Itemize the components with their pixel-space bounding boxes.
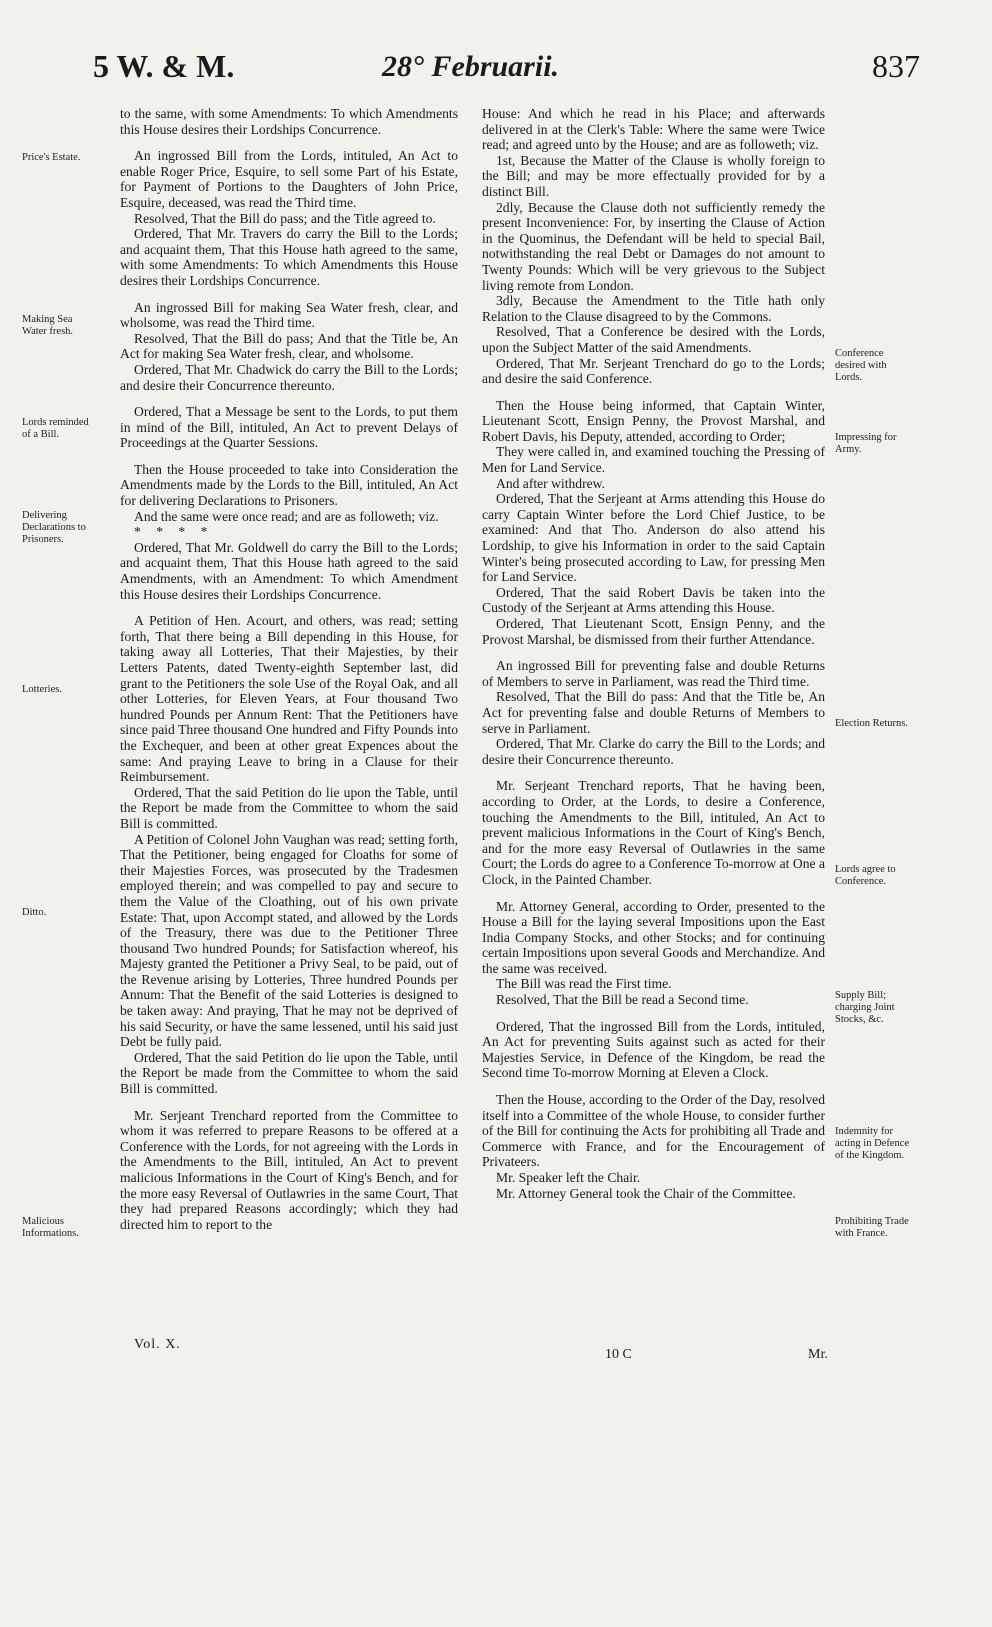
paragraph: A Petition of Hen. Acourt, and others, was read; setting forth, That there being a Bill depending in this House, for taking away all Lotteries, That their Majesties, by their Letters Patents, dated Twenty-eighth September last, did grant to the Petitioners the sole Use of the Royal Oak, and all other Lotteries, for Eleven Years, at Four thousand Two hundred Pounds per Annum Rent: That the Petitioners have since paid Three thousand One hundred and Fifty Pounds into the Exchequer, and been at other great Expences about the same: And praying Leave to bring in a Clause for their Reimbursement. xyxy=(120,613,458,785)
margin-note-conference-desired: Conference desired with Lords. xyxy=(835,348,887,383)
paragraph: And after withdrew. xyxy=(496,475,605,491)
paragraph: Ordered, That Lieutenant Scott, Ensign Penny, and the Provost Marshal, be dismissed from their further Attendance. xyxy=(482,616,825,647)
paragraph: Resolved, That a Conference be desired with the Lords, upon the Subject Matter of the said Amendments. xyxy=(482,324,825,355)
paragraph: Then the House proceeded to take into Consideration the Amendments made by the Lords to the Bill, intituled, An Act for delivering Declarations to Prisoners. xyxy=(120,461,458,509)
page-header xyxy=(0,48,992,98)
margin-note-supply-bill: Supply Bill; charging Joint Stocks, &c. xyxy=(835,990,895,1025)
margin-note-sea-water: Making Sea Water fresh. xyxy=(22,314,74,337)
paragraph: Mr. Attorney General took the Chair of the Committee. xyxy=(496,1185,796,1201)
left-column xyxy=(120,106,458,1232)
right-column xyxy=(482,106,825,1201)
paragraph: An ingrossed Bill for making Sea Water fresh, clear, and wholsome, was read the Third time. xyxy=(120,299,458,331)
paragraph: Ordered, That Mr. Goldwell do carry the Bill to the Lords; and acquaint them, That this House hath agreed to the said Amendments, with an Amendment: To which Amendment this House desires their Lordships Concurrence. xyxy=(120,539,458,602)
paragraph: The Bill was read the First time. xyxy=(496,976,672,992)
paragraph: Ordered, That a Message be sent to the Lords, to put them in mind of the Bill, intituled, An Act to prevent Delays of Proceedings at the Quarter Sessions. xyxy=(120,404,458,451)
paragraph: Ordered, That the said Petition do lie upon the Table, until the Report be made from the Committee to whom the said Bill is committed. xyxy=(120,1049,458,1097)
paragraph: They were called in, and examined touching the Pressing of Men for Land Service. xyxy=(482,444,825,476)
margin-note-lords-agree: Lords agree to Conference. xyxy=(835,864,896,887)
paragraph: 1st, Because the Matter of the Clause is wholly foreign to the Bill; and may be more effectually provided for by a distinct Bill. xyxy=(482,152,825,199)
paragraph: to the same, with some Amendments: To which Amendments this House desires their Lordships Concurrence. xyxy=(120,106,458,137)
margin-note-delivering-declarations: Delivering Declarations to Prisoners. xyxy=(22,510,86,545)
paragraph: And the same were once read; and are as followeth; viz. xyxy=(134,508,439,524)
paragraph: Mr. Speaker left the Chair. xyxy=(496,1170,641,1185)
paragraph: Ordered, That the said Robert Davis be taken into the Custody of the Serjeant at Arms attending this House. xyxy=(482,584,825,616)
paragraph: Ordered, That Mr. Clarke do carry the Bill to the Lords; and desire their Concurrence thereunto. xyxy=(482,736,825,767)
paragraph: An ingrossed Bill from the Lords, intituled, An Act to enable Roger Price, Esquire, to sell some Part of his Estate, for Payment of Portions to the Daughters of John Price, Esquire, deceased, was read the Third time. xyxy=(120,148,458,210)
paragraph: Resolved, That the Bill do pass; and the Title agreed to. xyxy=(134,210,436,226)
paragraph: 2dly, Because the Clause doth not sufficiently remedy the present Inconvenience: For, by inserting the Clause of Action in the Quominus, the Defendant will be held to special Bail, notwithstanding the real Debt or Damages do not amount to Twenty Pounds: Which will be very grievous to the Subject living remote from London. xyxy=(482,199,825,293)
paragraph: Mr. Serjeant Trenchard reported from the Committee to whom it was referred to prepare Reasons to be offered at a Conference with the Lords, for not agreeing with the Lords in the Amendments to the Bill, intituled, An Act to prevent malicious Informations in the Court of King's Bench, and for the more easy Reversal of Outlawries in the same Court, That they had prepared Reasons accordingly; which they had directed him to report to the xyxy=(120,1107,458,1232)
margin-note-lotteries: Lotteries. xyxy=(22,684,62,695)
paragraph: Then the House being informed, that Captain Winter, Lieutenant Scott, Ensign Penny, the Provost Marshal, and Robert Davis, his Deputy, attended, according to Order; xyxy=(482,397,825,444)
paragraph: Ordered, That the Serjeant at Arms attending this House do carry Captain Winter before the Lord Chief Justice, to be examined: And that Tho. Anderson do also attend his Lordship, to give his Information in order to the said Captain Winter's being prosecuted according to Law, for pressing Men for Land Service. xyxy=(482,491,825,585)
regnal-year: 5 W. & M. xyxy=(93,48,235,84)
volume-label: Vol. X. xyxy=(134,1337,181,1352)
omission-stars: * * * * xyxy=(134,524,214,540)
paragraph: An ingrossed Bill for preventing false and double Returns of Members to serve in Parliament, was read the Third time. xyxy=(482,658,825,689)
margin-note-malicious-informations: Malicious Informations. xyxy=(22,1216,79,1239)
paragraph: Resolved, That the Bill do pass; And that the Title be, An Act for making Sea Water fresh, clear, and wholsome. xyxy=(120,330,458,362)
margin-note-lords-reminded: Lords reminded of a Bill. xyxy=(22,417,89,440)
paragraph: Ordered, That the ingrossed Bill from the Lords, intituled, An Act for preventing Suits against such as acted for their Majesties Service, in Defence of the Kingdom, be read the Second time To-morrow Morning at Eleven a Clock. xyxy=(482,1018,825,1081)
paragraph: Mr. Serjeant Trenchard reports, That he having been, according to Order, at the Lords, to desire a Conference, touching the Amendments to the Bill, intituled, An Act to prevent malicious Informations in the Court of King's Bench, and for the more easy Reversal of Outlawries in the same Court; the Lords do agree to a Conference To-morrow at One a Clock, in the Painted Chamber. xyxy=(482,778,825,887)
paragraph: Ordered, That Mr. Chadwick do carry the Bill to the Lords; and desire their Concurrence thereunto. xyxy=(120,361,458,393)
paragraph: Resolved, That the Bill do pass: And that the Title be, An Act for preventing false and double Returns of Members to serve in Parliament. xyxy=(482,689,825,736)
margin-note-ditto: Ditto. xyxy=(22,907,47,918)
margin-note-impressing-army: Impressing for Army. xyxy=(835,432,897,455)
paragraph: Resolved, That the Bill be read a Second time. xyxy=(496,992,749,1008)
catchword: Mr. xyxy=(808,1347,828,1362)
paragraph: Mr. Attorney General, according to Order, presented to the House a Bill for the laying several Impositions upon the East India Company Stocks, and other Stocks; and for continuing certain Impositions upon several Goods and Merchandize. And the same was received. xyxy=(482,898,825,976)
paragraph: A Petition of Colonel John Vaughan was read; setting forth, That the Petitioner, being engaged for Cloaths for some of their Majesties Forces, was prosecuted by the Tradesmen employed therein; and was compelled to pay and secure to them the Value of the Cloathing, out of his own private Estate: That, upon Accompt stated, and allowed by the Lords of the Treasury, there was due to the Petitioner Three thousand Two hundred Pounds; for Satisfaction whereof, his Majesty granted the Petitioner a Privy Seal, to be paid, out of the Revenue arising by Lotteries, Three hundred Pounds per Annum: That the Benefit of the said Lotteries is designed to be taken away: And praying, That he may not be deprived of his said Security, or have the same lessened, until his said just Debt be fully paid. xyxy=(120,831,458,1050)
paragraph: Ordered, That Mr. Travers do carry the Bill to the Lords; and acquaint them, That this House hath agreed to the same, with some Amendments: To which Amendments this House desires their Lordships Concurrence. xyxy=(120,226,458,288)
paragraph: Then the House, according to the Order of the Day, resolved itself into a Committee of the whole House, to consider further of the Bill for continuing the Acts for prohibiting all Trade and Commerce with France, and for the Encouragement of Privateers. xyxy=(482,1092,825,1170)
paragraph: 3dly, Because the Amendment to the Title hath only Relation to the Clause disagreed to by the Commons. xyxy=(482,293,825,324)
margin-note-prices-estate: Price's Estate. xyxy=(22,152,81,163)
signature-mark: 10 C xyxy=(605,1347,632,1362)
paragraph: Ordered, That the said Petition do lie upon the Table, until the Report be made from the Committee to whom the said Bill is committed. xyxy=(120,784,458,831)
margin-note-indemnity: Indemnity for acting in Defence of the Kingdom. xyxy=(835,1126,910,1161)
page-date: 28° Februarii. xyxy=(382,50,560,83)
page-number: 837 xyxy=(872,48,920,84)
paragraph: House: And which he read in his Place; and afterwards delivered in at the Clerk's Table: Where the same were Twice read; and agreed unto by the House; and are as followeth; viz. xyxy=(482,106,825,153)
margin-note-prohibiting-trade: Prohibiting Trade with France. xyxy=(835,1216,909,1239)
paragraph: Ordered, That Mr. Serjeant Trenchard do go to the Lords; and desire the said Conference. xyxy=(482,355,825,387)
margin-note-election-returns: Election Returns. xyxy=(835,718,908,729)
